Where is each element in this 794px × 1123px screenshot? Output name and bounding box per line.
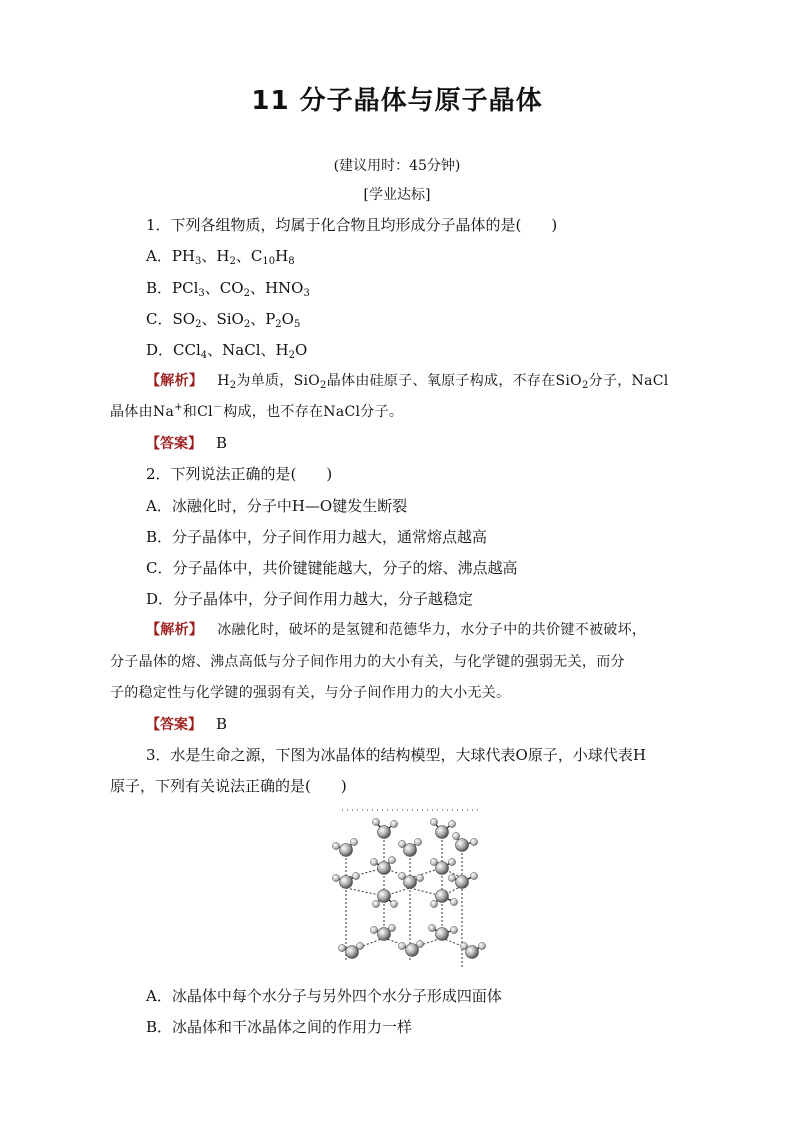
q2-explanation-line-1: 【解析】 冰融化时，破坏的是氢键和范德华力，水分子中的共价键不被破坏， bbox=[146, 622, 647, 638]
q1-answer: 【答案】 B bbox=[146, 434, 228, 452]
oxygen-atoms bbox=[340, 826, 479, 959]
q3-option-b: B．冰晶体和干冰晶体之间的作用力一样 bbox=[146, 1018, 413, 1036]
q2-explanation-line-3: 子的稳定性与化学键的强弱有关，与分子间作用力的大小无关。 bbox=[110, 685, 511, 701]
q3-option-a: A．冰晶体中每个水分子与另外四个水分子形成四面体 bbox=[146, 987, 502, 1005]
ice-crystal-structure-figure bbox=[322, 800, 500, 972]
q2-explanation-line-2: 分子晶体的熔、沸点高低与分子间作用力的大小有关，与化学键的强弱无关，而分 bbox=[110, 654, 625, 670]
section-heading: [学业达标] bbox=[363, 187, 431, 203]
q1-option-a: A．$PH_3$、$H_2$、$C_{10}H_8$ bbox=[146, 247, 295, 267]
question-3-stem-line-2: 原子，下列有关说法正确的是( ) bbox=[110, 777, 347, 795]
question-2-stem: 2．下列说法正确的是( ) bbox=[146, 465, 333, 483]
q2-option-d: D．分子晶体中，分子间作用力越大，分子越稳定 bbox=[146, 590, 474, 608]
q1-explanation-line-2: 晶体由Na+和Cl－构成，也不存在NaCl分子。 bbox=[110, 402, 404, 420]
answer-label: 【答案】 bbox=[146, 717, 202, 733]
q2-option-a: A．冰融化时，分子中H—O键发生断裂 bbox=[146, 497, 408, 515]
explanation-label: 【解析】 bbox=[146, 622, 204, 638]
q2-answer: 【答案】 B bbox=[146, 715, 228, 733]
answer-label: 【答案】 bbox=[146, 436, 202, 452]
question-3-stem-line-1: 3．水是生命之源，下图为冰晶体的结构模型，大球代表O原子，小球代表H bbox=[146, 746, 646, 764]
q2-option-b: B．分子晶体中，分子间作用力越大，通常熔点越高 bbox=[146, 528, 488, 546]
q1-explanation-line-1: 【解析】 $H_2$为单质，SiO$_2$晶体由硅原子、氧原子构成，不存在SiO$_2$分子，NaCl bbox=[146, 373, 669, 391]
suggested-time: (建议用时：45分钟) bbox=[333, 158, 461, 174]
page-title: 11 分子晶体与原子晶体 bbox=[251, 86, 543, 116]
q2-option-c: C．分子晶体中，共价键键能越大，分子的熔、沸点越高 bbox=[146, 559, 518, 577]
question-1-stem: 1．下列各组物质，均属于化合物且均形成分子晶体的是( ) bbox=[146, 216, 558, 234]
q1-option-c: C．$SO_2$、SiO$_2$、$P_2O_5$ bbox=[146, 310, 301, 330]
explanation-label: 【解析】 bbox=[146, 373, 204, 389]
q1-option-b: B．PCl$_3$、$CO_2$、$HNO_3$ bbox=[146, 279, 310, 299]
q1-option-d: D．CCl$_4$、NaCl、$H_2O$ bbox=[146, 341, 308, 361]
